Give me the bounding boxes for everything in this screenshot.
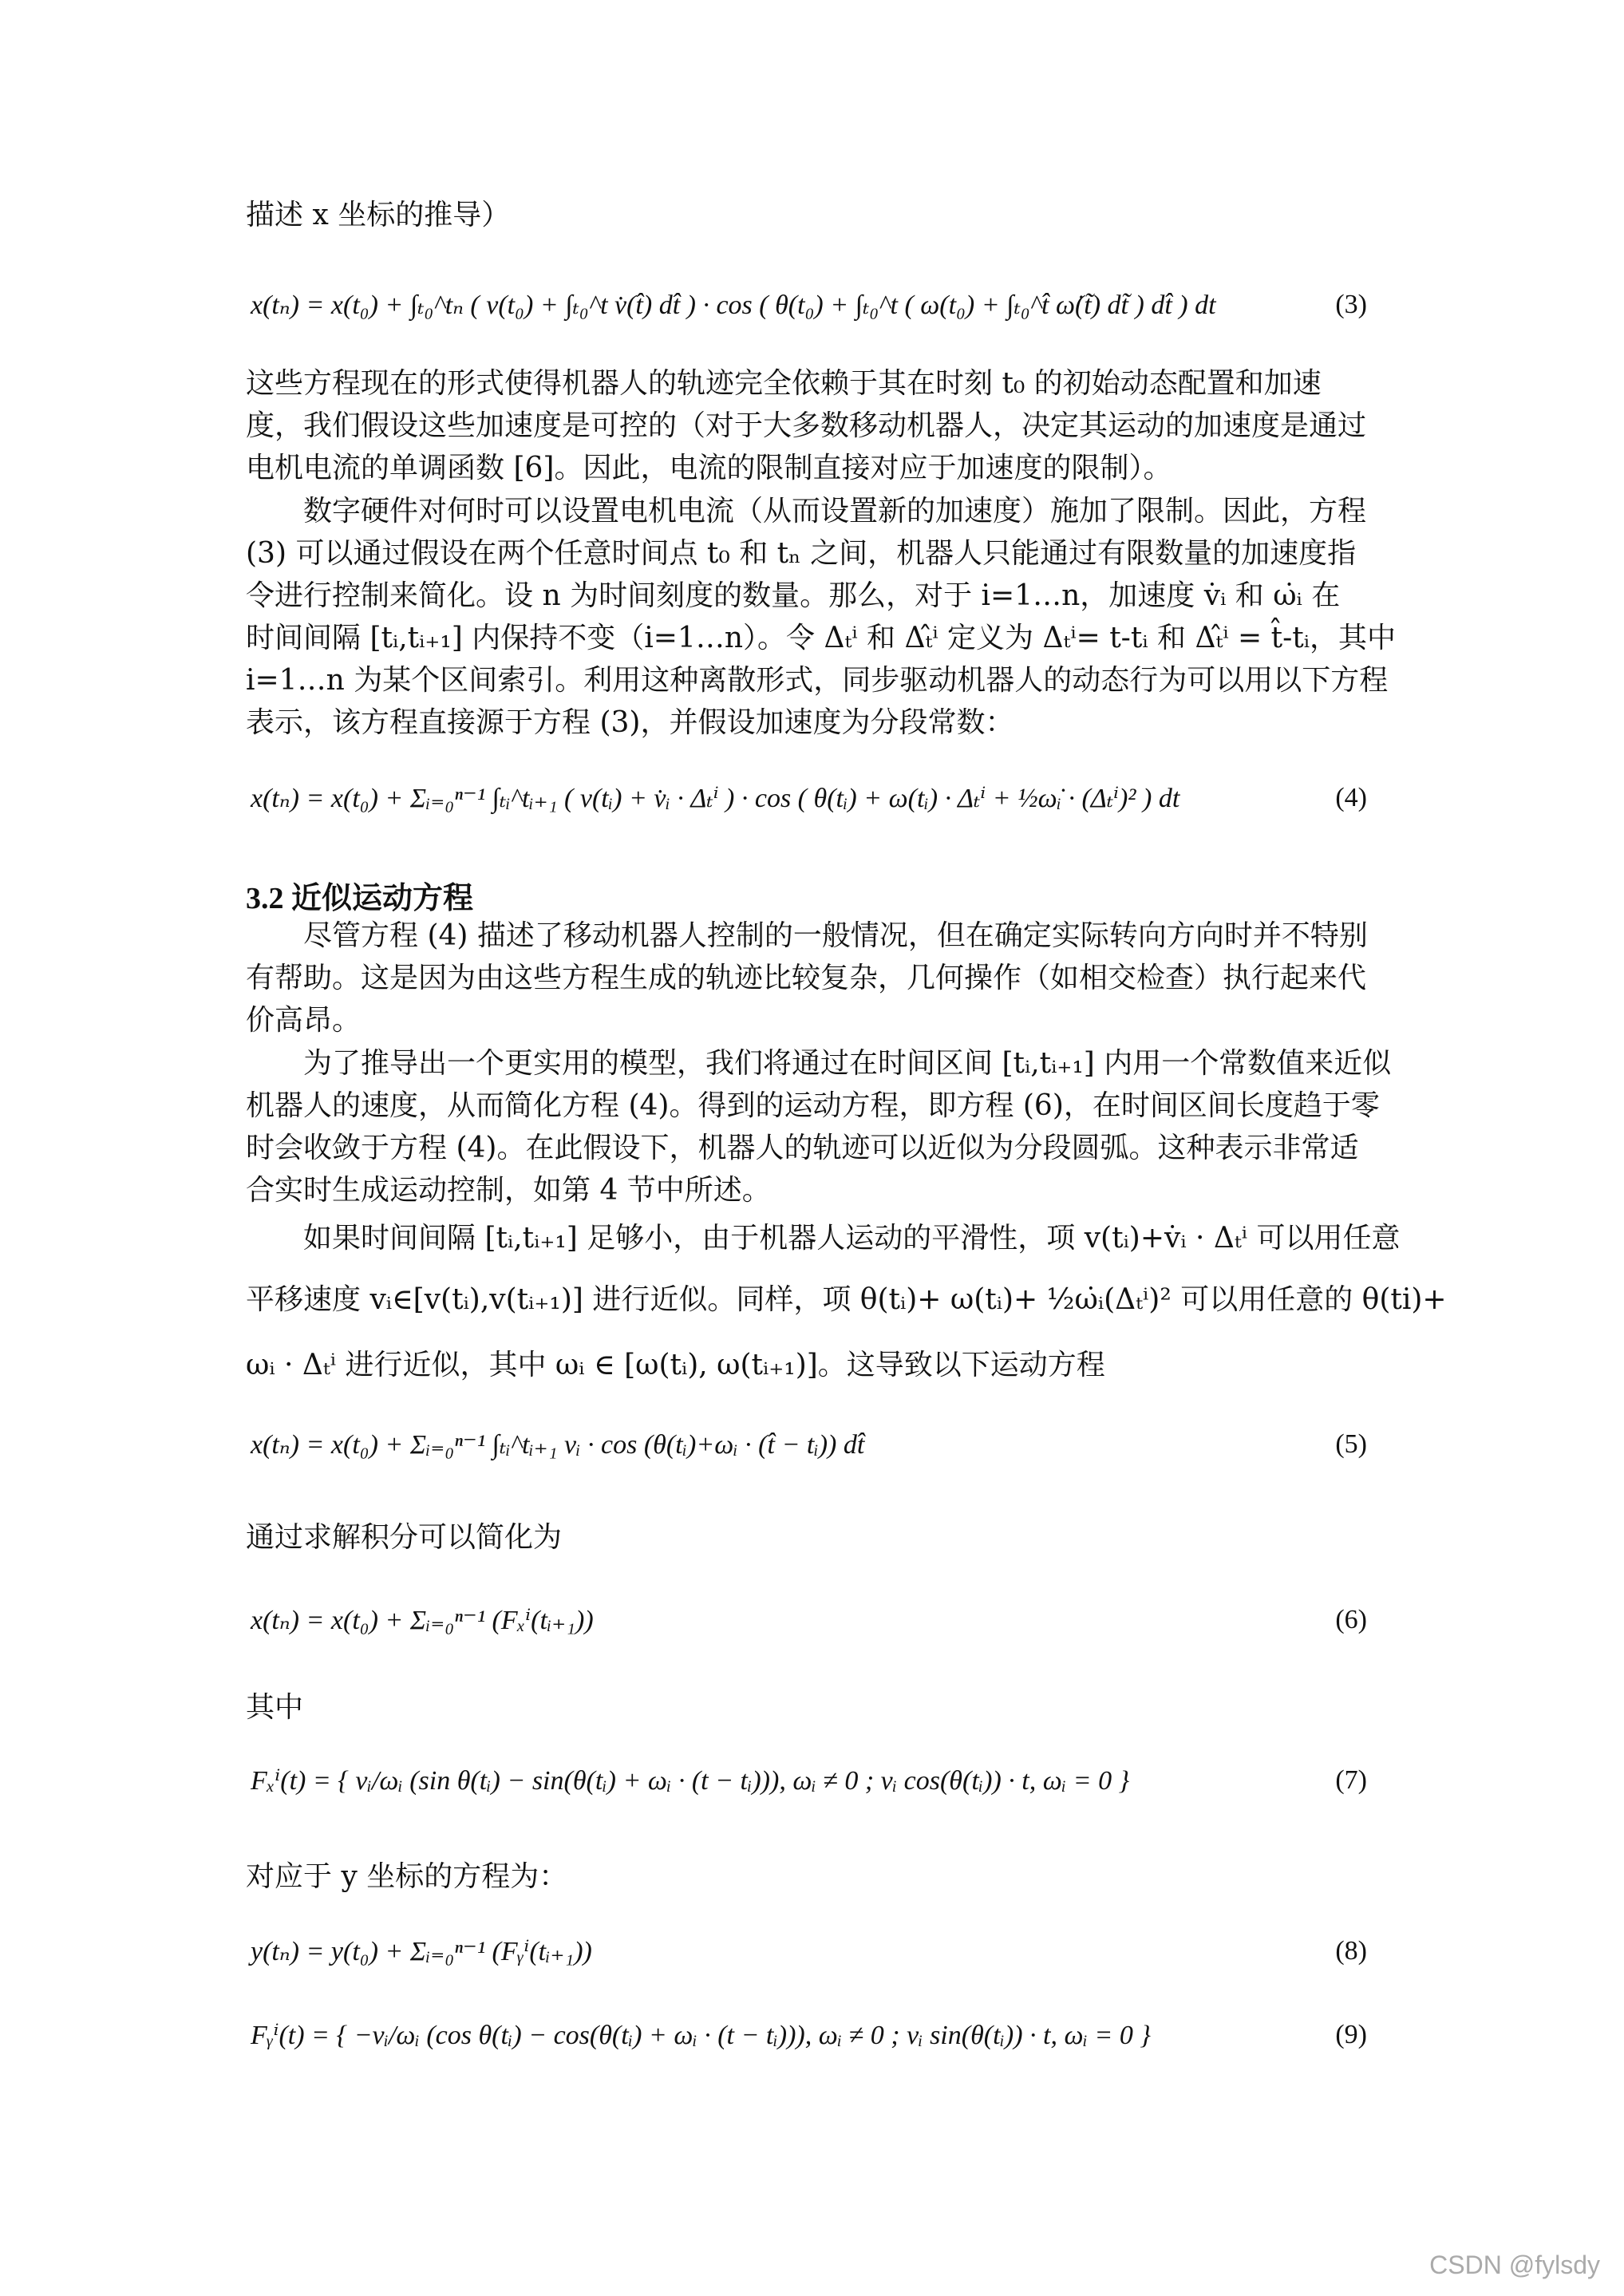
text-line: 有帮助。这是因为由这些方程生成的轨迹比较复杂，几何操作（如相交检查）执行起来代 [246,962,1367,994]
equation-body: Fₓⁱ(t) = { vᵢ/ωᵢ (sin θ(tᵢ) − sin(θ(tᵢ) + ωᵢ · (t − tᵢ))), ωᵢ ≠ 0 ; vᵢ cos(θ(tᵢ)) · t, ωᵢ = 0 } [251,1766,1130,1796]
text-line: 价高昂。 [246,1004,362,1037]
equation-3 [251,281,1367,329]
text-line: 电机电流的单调函数 [6]。因此，电流的限制直接对应于加速度的限制）。 [246,452,1172,484]
paragraph [246,1344,1367,1386]
equation-number: (7) [1335,1765,1367,1795]
text-line: 合实时生成运动控制，如第 4 节中所述。 [246,1174,771,1207]
equation-number: (5) [1335,1429,1367,1459]
text-line: 度，我们假设这些加速度是可控的（对于大多数移动机器人，决定其运动的加速度是通过 [246,409,1367,442]
equation-6 [251,1592,1367,1648]
equation-7 [251,1753,1367,1808]
equation-9 [251,2007,1367,2063]
paragraph [246,1686,1367,1729]
text-line: 其中 [246,1691,304,1724]
paragraph [246,1516,1367,1559]
equation-body: x(tₙ) = x(t₀) + ∫ₜ₀^tₙ ( v(t₀) + ∫ₜ₀^t v̇(t̂) dt̂ ) · cos ( θ(t₀) + ∫ₜ₀^t ( ω(t₀) + ∫ₜ₀^t̂ ω̇(t̃) dt̃ ) dt̂ ) dt [251,290,1216,320]
text-line: (3) 可以通过假设在两个任意时间点 t₀ 和 tₙ 之间，机器人只能通过有限数量的加速度指 [246,537,1357,570]
text-line: 时会收敛于方程 (4)。在此假设下，机器人的轨迹可以近似为分段圆弧。这种表示非常适 [246,1132,1359,1164]
paragraph [246,490,1396,744]
section-heading: 3.2 近似运动方程 [246,882,474,915]
equation-4 [251,770,1367,826]
text-line: 机器人的速度，从而简化方程 (4)。得到的运动方程，即方程 (6)，在时间区间长度趋于零 [246,1089,1380,1122]
text-line: 表示，该方程直接源于方程 (3)，并假设加速度为分段常数： [246,706,1014,739]
text-line: 这些方程现在的形式使得机器人的轨迹完全依赖于其在时刻 t₀ 的初始动态配置和加速 [246,367,1322,400]
text-line: 平移速度 vᵢ∈[v(tᵢ),v(tᵢ₊₁)] 进行近似。同样，项 θ(tᵢ)+ ω(tᵢ)+ ½ω̇ᵢ(Δₜⁱ)² 可以用任意的 θ(ti)+ [246,1283,1447,1316]
paragraph [246,194,1367,236]
equation-5 [251,1417,1367,1472]
text-line: i=1…n 为某个区间索引。利用这种离散形式，同步驱动机器人的动态行为可以用以下方程 [246,664,1389,697]
paragraph [246,915,1367,1041]
paragraph [246,1217,1401,1259]
paragraph [246,1042,1392,1211]
equation-body: x(tₙ) = x(t₀) + Σᵢ₌₀ⁿ⁻¹ ∫ₜᵢ^tᵢ₊₁ ( v(tᵢ) + v̇ᵢ · Δₜⁱ ) · cos ( θ(tᵢ) + ω(tᵢ) · Δₜⁱ + ½ω̇ᵢ · (Δₜⁱ)² ) dt [251,784,1180,813]
paragraph [246,1855,1367,1898]
text-line: 为了推导出一个更实用的模型，我们将通过在时间区间 [tᵢ,tᵢ₊₁] 内用一个常数值来近似 [303,1047,1392,1080]
text-line: 通过求解积分可以简化为 [246,1521,563,1554]
equation-number: (8) [1335,1936,1367,1966]
paragraph [246,362,1367,489]
text-line: 数字硬件对何时可以设置电机电流（从而设置新的加速度）施加了限制。因此，方程 [303,495,1367,528]
text-line: 尽管方程 (4) 描述了移动机器人控制的一般情况，但在确定实际转向方向时并不特别 [303,919,1368,952]
equation-body: x(tₙ) = x(t₀) + Σᵢ₌₀ⁿ⁻¹ ∫ₜᵢ^tᵢ₊₁ vᵢ · cos (θ(tᵢ)+ωᵢ · (t̂ − tᵢ)) dt̂ [251,1430,865,1460]
equation-body: x(tₙ) = x(t₀) + Σᵢ₌₀ⁿ⁻¹ (Fₓⁱ(tᵢ₊₁)) [251,1606,594,1635]
equation-number: (4) [1335,783,1367,812]
watermark: CSDN @fylsdy [1429,2251,1600,2279]
equation-body: y(tₙ) = y(t₀) + Σᵢ₌₀ⁿ⁻¹ (Fᵧⁱ(tᵢ₊₁)) [251,1937,592,1966]
text-line: 如果时间间隔 [tᵢ,tᵢ₊₁] 足够小，由于机器人运动的平滑性，项 v(tᵢ)+v̇ᵢ · Δₜⁱ 可以用任意 [303,1222,1401,1255]
equation-number: (6) [1335,1605,1367,1634]
text-line: ωᵢ · Δₜⁱ 进行近似，其中 ωᵢ ∈ [ω(tᵢ), ω(tᵢ₊₁)]。这导致以下运动方程 [246,1349,1105,1381]
equation-number: (9) [1335,2020,1367,2049]
text-line: 时间间隔 [tᵢ,tᵢ₊₁] 内保持不变（i=1…n）。令 Δₜⁱ 和 Δₜ̂ⁱ 定义为 Δₜⁱ= t-tᵢ 和 Δₜ̂ⁱ = t̂-tᵢ，其中 [246,622,1396,654]
text-line: 描述 x 坐标的推导） [246,199,511,231]
text-line: 对应于 y 坐标的方程为： [246,1860,568,1893]
paragraph [246,1278,1447,1321]
equation-8 [251,1923,1367,1979]
equation-number: (3) [1335,290,1367,319]
equation-body: Fᵧⁱ(t) = { −vᵢ/ωᵢ (cos θ(tᵢ) − cos(θ(tᵢ) + ωᵢ · (t − tᵢ))), ωᵢ ≠ 0 ; vᵢ sin(θ(tᵢ)) · t, ωᵢ = 0 } [251,2021,1151,2050]
text-line: 令进行控制来简化。设 n 为时间刻度的数量。那么，对于 i=1…n，加速度 v̇ᵢ 和 ω̇ᵢ 在 [246,579,1341,612]
